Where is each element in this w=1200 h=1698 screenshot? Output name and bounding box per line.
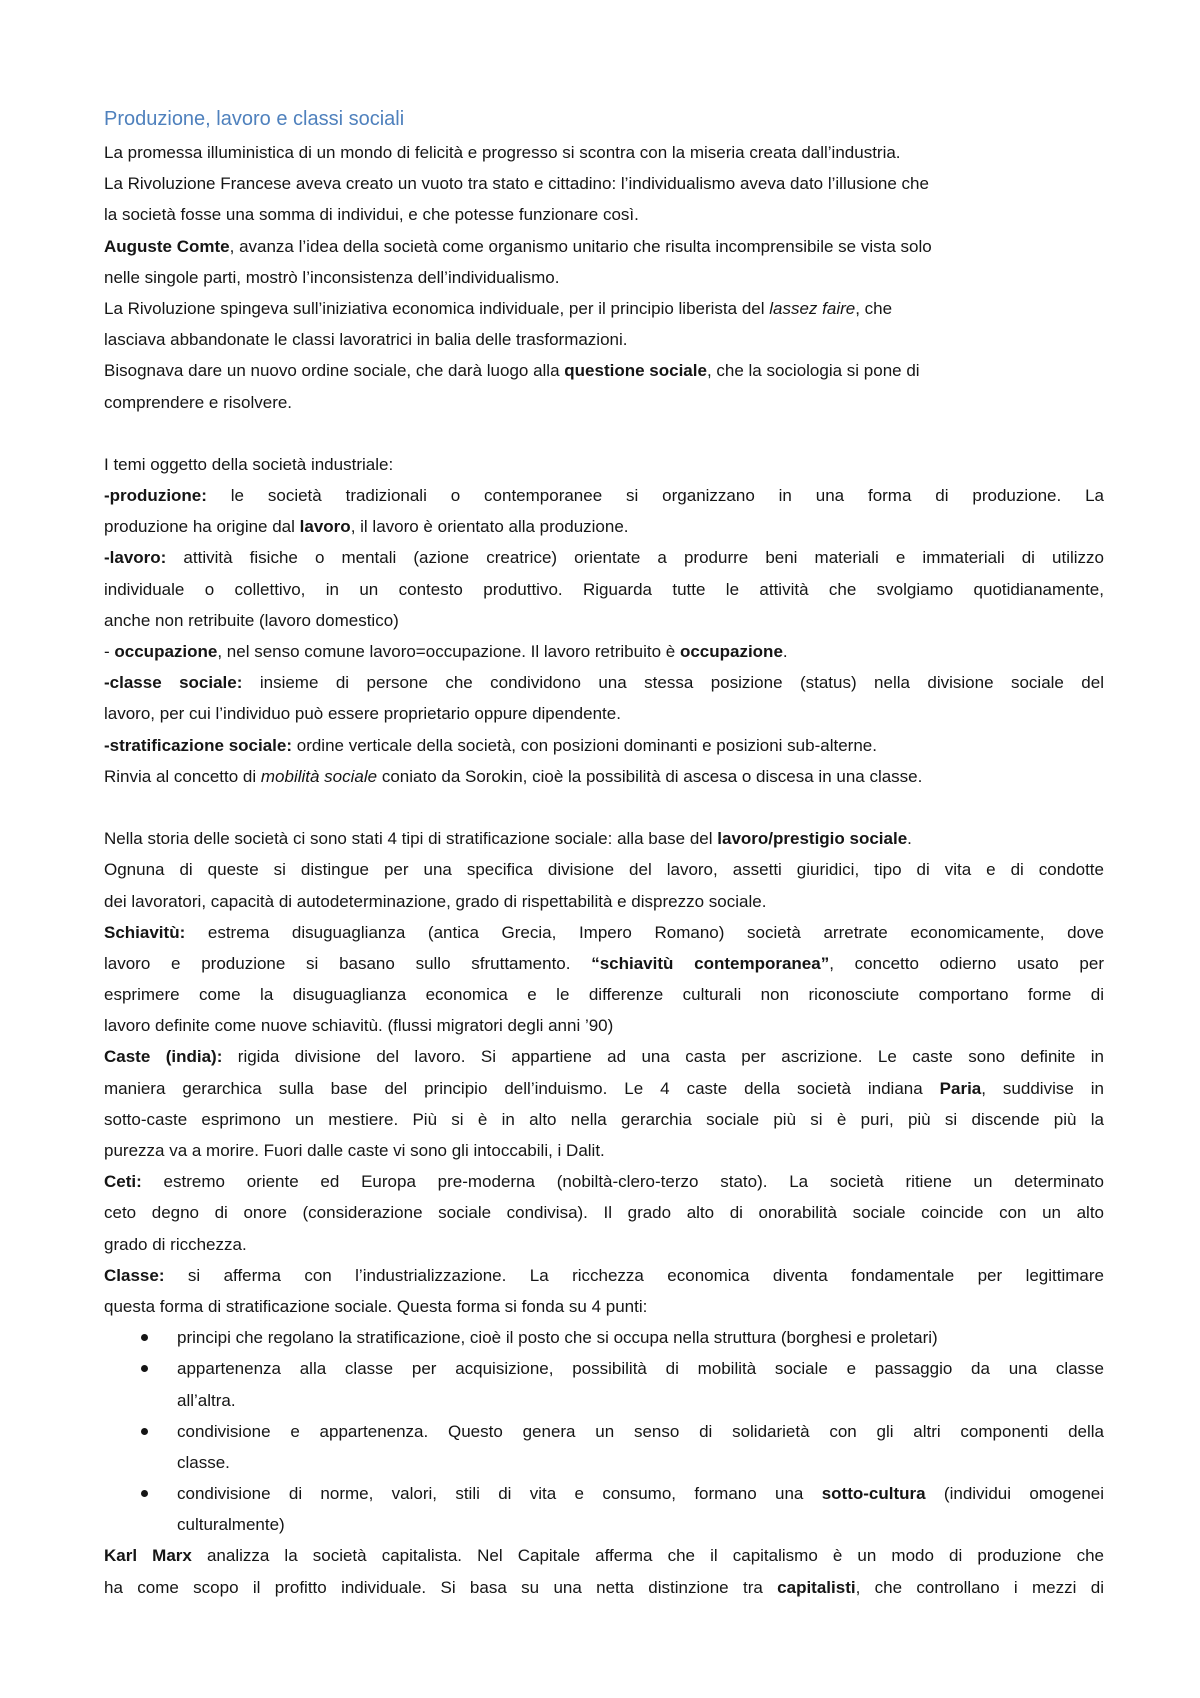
text-run: estrema disuguaglianza (antica Grecia, Impero Romano) società arretrate economicamente, dove — [185, 922, 1104, 942]
text-run: , nel senso comune lavoro=occupazione. Il lavoro retribuito è — [217, 642, 680, 661]
text-run: lavoro, per cui l’individuo può essere proprietario oppure dipendente. — [104, 704, 621, 724]
text-line — [104, 1572, 1104, 1603]
text-run: ha come scopo il profitto individuale. Si basa su una netta distinzione tra — [104, 1577, 778, 1597]
text-line — [104, 1229, 1104, 1260]
bold-term: Ceti: — [104, 1172, 142, 1192]
bold-term: -lavoro: — [104, 548, 167, 568]
text-line — [104, 1197, 1104, 1228]
paragraph-marx — [104, 1540, 1104, 1602]
text-run: principi che regolano la stratificazione, cioè il posto che si occupa nella struttura (borghesi e proletari) — [177, 1328, 938, 1348]
bold-term: -stratificazione sociale: — [104, 735, 293, 755]
bullet-icon — [141, 1428, 148, 1435]
text-line — [177, 1447, 1104, 1478]
text-line — [104, 542, 1104, 573]
bullet-icon — [141, 1365, 148, 1372]
text-line — [104, 761, 1104, 792]
text-line — [104, 854, 1104, 885]
text-run: classe. — [177, 1452, 230, 1472]
page-title: Produzione, lavoro e classi sociali — [104, 108, 405, 130]
text-line — [104, 1166, 1104, 1197]
text-run: lavoro e produzione si basano sullo sfruttamento. — [104, 953, 592, 973]
bold-term: Karl Marx — [104, 1546, 192, 1566]
text-run: La Rivoluzione Francese aveva creato un vuoto tra stato e cittadino: l’individualismo aveva dato l’illusione che — [104, 174, 929, 194]
bold-term: “schiavitù contemporanea” — [591, 953, 830, 973]
text-run: estremo oriente ed Europa pre-moderna (nobiltà-clero-terzo stato). La società ritiene un determinato — [141, 1172, 1104, 1192]
text-run: , suddivise in — [981, 1078, 1104, 1098]
text-line — [104, 1291, 1104, 1322]
text-run: anche non retribuite (lavoro domestico) — [104, 610, 399, 630]
bold-term: questione sociale — [564, 361, 707, 381]
bold-term: lavoro/prestigio sociale — [717, 829, 908, 849]
bold-term: -classe sociale: — [104, 673, 243, 693]
text-run: ceto degno di onore (considerazione sociale condivisa). Il grado alto di onorabilità sociale coincide con un alto — [104, 1203, 1104, 1223]
text-run: purezza va a morire. Fuori dalle caste vi sono gli intoccabili, i Dalit. — [104, 1141, 605, 1160]
text-run: dei lavoratori, capacità di autodeterminazione, grado di rispettabilità e disprezzo sociale. — [104, 891, 767, 911]
text-line — [104, 667, 1104, 698]
text-run: Nella storia delle società ci sono stati 4 tipi di stratificazione sociale: alla base del — [104, 829, 718, 849]
text-line — [104, 168, 1104, 199]
text-run: culturalmente) — [177, 1515, 285, 1535]
bold-term: sotto-cultura — [821, 1484, 926, 1504]
bullet-item — [104, 1416, 1104, 1478]
paragraph-temi — [104, 449, 1104, 792]
text-line — [104, 262, 1104, 293]
text-line — [177, 1478, 1104, 1509]
text-run: analizza la società capitalista. Nel Capitale afferma che il capitalismo è un modo di produzione che — [191, 1546, 1104, 1566]
text-line — [104, 387, 1104, 418]
bullet-list — [104, 1322, 1104, 1540]
text-run: insieme di persone che condividono una stessa posizione (status) nella divisione sociale del — [242, 673, 1104, 693]
bold-term: -produzione: — [104, 486, 207, 506]
bold-term: occupazione — [114, 642, 218, 661]
bold-term: lavoro — [299, 517, 351, 537]
text-line — [104, 574, 1104, 605]
text-line — [177, 1322, 1104, 1353]
text-run: maniera gerarchica sulla base del principio dell’induismo. Le 4 caste della società indiana — [104, 1078, 940, 1098]
text-line — [104, 1104, 1104, 1135]
text-line — [104, 293, 1104, 324]
blank-line — [104, 418, 1104, 449]
text-line — [104, 355, 1104, 386]
text-line — [177, 1385, 1104, 1416]
text-run: . — [907, 829, 912, 849]
text-run: , che controllano i mezzi di — [855, 1577, 1104, 1597]
bold-term: Classe: — [104, 1265, 165, 1285]
text-line — [104, 511, 1104, 542]
text-run: si afferma con l’industrializzazione. La ricchezza economica diventa fondamentale per legittimare — [164, 1265, 1104, 1285]
text-line — [104, 1135, 1104, 1166]
bold-term: Caste (india): — [104, 1047, 223, 1067]
text-run: lasciava abbandonate le classi lavoratrici in balia delle trasformazioni. — [104, 330, 628, 350]
text-run: , concetto odierno usato per — [829, 953, 1104, 973]
text-line — [104, 1073, 1104, 1104]
text-run: , che la sociologia si pone di — [706, 361, 920, 381]
text-line — [104, 199, 1104, 230]
text-run: sotto-caste esprimono un mestiere. Più si è in alto nella gerarchia sociale più si è puri, più si discende più la — [104, 1109, 1104, 1129]
paragraph-stratificazione — [104, 823, 1104, 1322]
text-run: . — [782, 642, 788, 661]
text-line — [177, 1353, 1104, 1384]
text-run: condivisione e appartenenza. Questo genera un senso di solidarietà con gli altri componenti della — [177, 1421, 1104, 1441]
text-line — [104, 449, 1104, 480]
text-run: grado di ricchezza. — [104, 1234, 247, 1254]
text-run: coniato da Sorokin, cioè la possibilità di ascesa o discesa in una classe. — [377, 766, 923, 786]
text-line — [104, 636, 1104, 667]
text-line — [104, 823, 1104, 854]
text-run: La Rivoluzione spingeva sull’iniziativa economica individuale, per il principio liberista del — [104, 298, 770, 318]
text-run: I temi oggetto della società industriale: — [104, 454, 394, 474]
text-run: - — [104, 642, 115, 661]
bullet-icon — [141, 1334, 148, 1341]
text-run: rigida divisione del lavoro. Si appartiene ad una casta per ascrizione. Le caste sono definite in — [222, 1047, 1104, 1067]
text-run: le società tradizionali o contemporanee si organizzano in una forma di produzione. La — [206, 486, 1104, 506]
text-run: nelle singole parti, mostrò l’inconsistenza dell’individualismo. — [104, 267, 560, 287]
blank-line — [104, 792, 1104, 823]
text-run: individuale o collettivo, in un contesto produttivo. Riguarda tutte le attività che svolgiamo quotidianamente, — [104, 579, 1104, 599]
text-line — [104, 605, 1104, 636]
text-run: La promessa illuministica di un mondo di felicità e progresso si scontra con la miseria creata dall’industria. — [104, 143, 901, 162]
text-run: (individui omogenei — [925, 1484, 1104, 1504]
text-line — [104, 1540, 1104, 1571]
text-line — [104, 1041, 1104, 1072]
text-run: condivisione di norme, valori, stili di vita e consumo, formano una — [177, 1484, 822, 1504]
text-run: comprendere e risolvere. — [104, 392, 293, 412]
text-run: Bisognava dare un nuovo ordine sociale, che darà luogo alla — [104, 361, 565, 381]
text-line — [104, 1260, 1104, 1291]
bullet-icon — [141, 1490, 148, 1497]
text-run: produzione ha origine dal — [104, 517, 300, 537]
bold-term: Auguste Comte — [104, 236, 230, 256]
text-line — [104, 1010, 1104, 1041]
text-line — [104, 948, 1104, 979]
text-run: appartenenza alla classe per acquisizione, possibilità di mobilità sociale e passaggio da una classe — [177, 1359, 1104, 1379]
bold-term: Paria — [939, 1078, 982, 1098]
bullet-item — [104, 1322, 1104, 1353]
text-run: attività fisiche o mentali (azione creatrice) orientate a produrre beni materiali e immateriali di utilizzo — [166, 548, 1104, 568]
text-line — [177, 1416, 1104, 1447]
bullet-item — [104, 1478, 1104, 1540]
text-line — [104, 324, 1104, 355]
text-line — [104, 730, 1104, 761]
text-run: , il lavoro è orientato alla produzione. — [350, 517, 629, 537]
text-run: Rinvia al concetto di — [104, 766, 261, 786]
italic-term: mobilità sociale — [260, 766, 378, 786]
text-run: , che — [855, 298, 893, 318]
italic-term: lassez faire — [769, 298, 856, 318]
text-run: la società fosse una somma di individui, e che potesse funzionare così. — [104, 205, 639, 225]
text-run: esprimere come la disuguaglianza economica e le differenze culturali non riconosciute comportano forme di — [104, 985, 1104, 1005]
text-run: ordine verticale della società, con posizioni dominanti e posizioni sub-alterne. — [292, 735, 877, 755]
paragraph-intro — [104, 137, 1104, 418]
text-run: questa forma di stratificazione sociale. Questa forma si fonda su 4 punti: — [104, 1296, 648, 1316]
bullet-item — [104, 1353, 1104, 1415]
text-line — [104, 231, 1104, 262]
text-run: all’altra. — [177, 1390, 236, 1410]
text-run: Ognuna di queste si distingue per una specifica divisione del lavoro, assetti giuridici, tipo di vita e di condotte — [104, 860, 1104, 880]
text-line — [104, 886, 1104, 917]
text-line — [104, 979, 1104, 1010]
text-run: lavoro definite come nuove schiavitù. (flussi migratori degli anni ’90) — [104, 1016, 614, 1036]
text-line — [104, 917, 1104, 948]
text-line — [104, 698, 1104, 729]
text-line — [104, 480, 1104, 511]
text-run: , avanza l’idea della società come organismo unitario che risulta incomprensibile se vista solo — [229, 236, 932, 256]
text-line — [177, 1509, 1104, 1540]
bold-term: occupazione — [679, 642, 783, 661]
text-line — [104, 137, 1104, 168]
bold-term: capitalisti — [777, 1577, 856, 1597]
bold-term: Schiavitù: — [104, 922, 186, 942]
